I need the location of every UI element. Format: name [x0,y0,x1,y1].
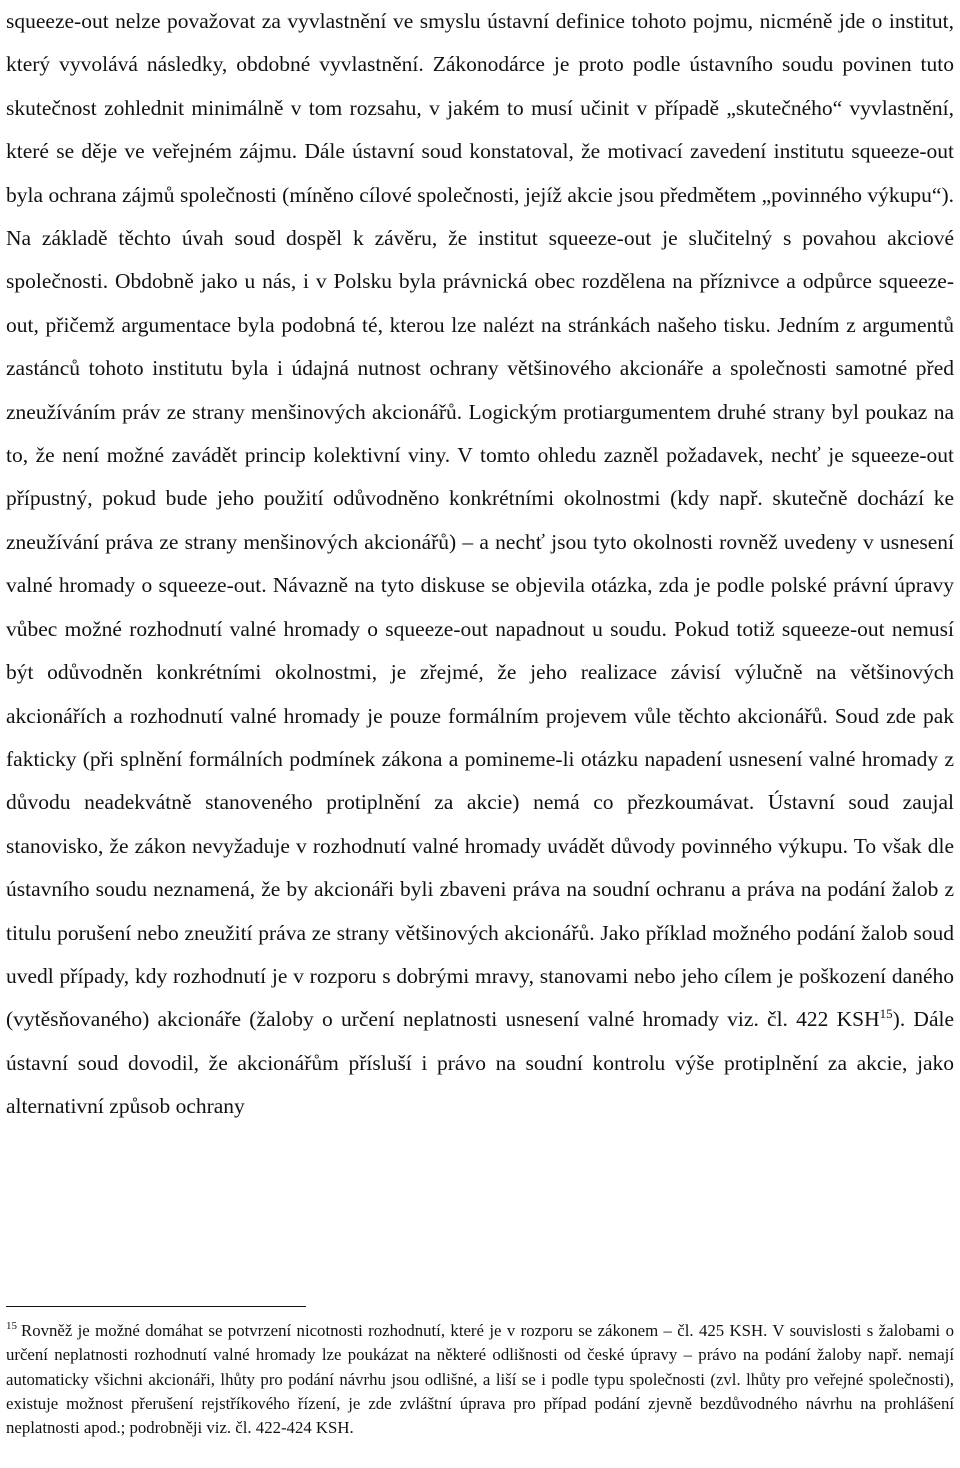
footnote-text: Rovněž je možné domáhat se potvrzení nicotnosti rozhodnutí, které je v rozporu se zákonem – čl. 425 KSH. V souvislosti s žalobami o určení neplatnosti rozhodnutí valné hromady lze poukázat na některé odlišnosti od české úpravy – právo na podání žaloby např. nemají automaticky všichni akcionáři, lhůty pro podání návrhu jsou odlišné, a liší se i podle typu společnosti (zvl. lhůty pro veřejné společnosti), existuje možnost přerušení rejstříkového řízení, je zde zvláštní úprava pro případ podání zjevně bezdůvodného návrhu na prohlášení neplatnosti apod.; podrobněji viz. čl. 422-424 KSH. [6,1321,954,1438]
footnote-separator [6,1306,306,1307]
footnote-reference[interactable]: 15 [879,1006,893,1022]
body-text-part-1: squeeze-out nelze považovat za vyvlastnění ve smyslu ústavní definice tohoto pojmu, nicméně jde o institut, který vyvolává následky, obdobné vyvlastnění. Zákonodárce je proto podle ústavního soudu povinen tuto skutečnost zohlednit minimálně v tom rozsahu, v jakém to musí učinit v případě „skutečného“ vyvlastnění, které se děje ve veřejném zájmu. Dále ústavní soud konstatoval, že motivací zavedení institutu squeeze-out byla ochrana zájmů společnosti (míněno cílové společnosti, jejíž akcie jsou předmětem „povinného výkupu“). Na základě těchto úvah soud dospěl k závěru, že institut squeeze-out je slučitelný s povahou akciové společnosti. Obdobně jako u nás, i v Polsku byla právnická obec rozdělena na příznivce a odpůrce squeeze-out, přičemž argumentace byla podobná té, kterou lze nalézt na stránkách našeho tisku. Jedním z argumentů zastánců tohoto institutu byla i údajná nutnost ochrany většinového akcionáře a společnosti samotné před zneužíváním práv ze strany menšinových akcionářů. Logickým protiargumentem druhé strany byl poukaz na to, že není možné zavádět princip kolektivní viny. V tomto ohledu zazněl požadavek, nechť je squeeze-out přípustný, pokud bude jeho použití odůvodněno konkrétními okolnostmi (kdy např. skutečně dochází ke zneužívání práva ze strany menšinových akcionářů) – a nechť jsou tyto okolnosti rovněž uvedeny v usnesení valné hromady o squeeze-out. Návazně na tyto diskuse se objevila otázka, zda je podle polské právní úpravy vůbec možné rozhodnutí valné hromady o squeeze-out napadnout u soudu. Pokud totiž squeeze-out nemusí být odůvodněn konkrétními okolnostmi, je zřejmé, že jeho realizace závisí výlučně na většinových akcionářích a rozhodnutí valné hromady je pouze formálním projevem vůle těchto akcionářů. Soud zde pak fakticky (při splnění formálních podmínek zákona a pomineme-li otázku napadení usnesení valné hromady z důvodu neadekvátně stanoveného protiplnění za akcie) nemá co přezkoumávat. Ústavní soud zaujal stanovisko, že zákon nevyžaduje v rozhodnutí valné hromady uvádět důvody povinného výkupu. To však dle ústavního soudu neznamená, že by akcionáři byli zbaveni práva na soudní ochranu a práva na podání žalob z titulu porušení nebo zneužití práva ze strany většinových akcionářů. Jako příklad možného podání žalob soud uvedl případy, kdy rozhodnutí je v rozporu s dobrými mravy, stanovami nebo jeho cílem je poškození daného (vytěsňovaného) akcionáře (žaloby o určení neplatnosti usnesení valné hromady viz. čl. 422 KSH [6,9,954,1032]
footnote [6,1319,954,1440]
body-text-part-2: ). Dále ústavní soud dovodil, že akcionářům přísluší i právo na soudní kontrolu výše protiplnění za akcie, jako alternativní způsob ochrany [6,1007,955,1119]
body-paragraph [6,0,954,1129]
footnote-number: 15 [6,1320,17,1333]
